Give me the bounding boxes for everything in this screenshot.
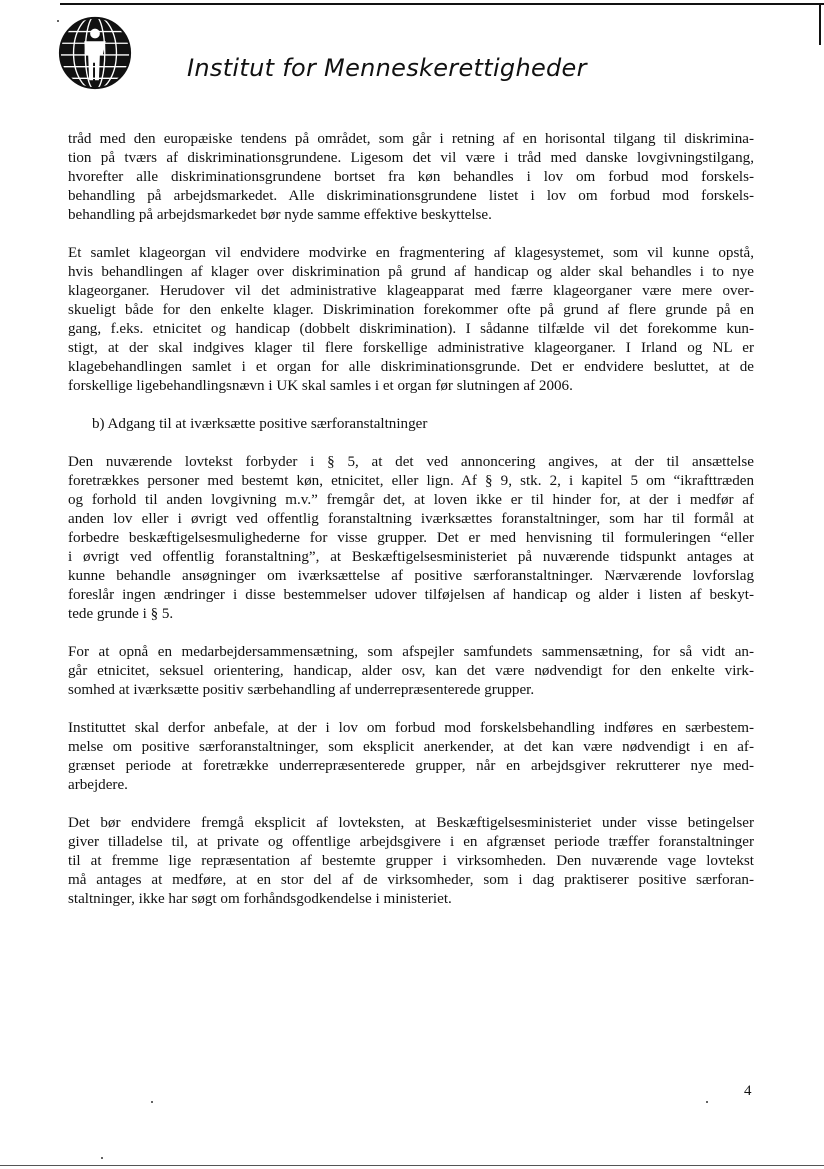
text-line: tede grunde i § 5.	[68, 606, 174, 622]
text-line: behandling på arbejdsmarkedet. Alle diskriminationsgrundene listet i lov om forbud mod forskels-	[68, 188, 754, 204]
text-line: skueligt både for den enkelte klager. Diskrimination forekommer ofte på grund af flere grunde på en	[68, 302, 754, 318]
text-line: i øvrigt ved offentlig foranstaltning”, at Beskæftigelsesministeriet på nuværende tidspunkt antages at	[68, 549, 754, 565]
scan-speck	[101, 1157, 103, 1159]
text-line: går etnicitet, seksuel orientering, handicap, alder osv, kan det være nødvendigt for den enkelte virk-	[68, 663, 754, 679]
page-bottom-border	[0, 1165, 824, 1166]
page-right-border	[819, 3, 821, 45]
paragraph-single-complaints-body	[68, 244, 754, 396]
paragraph-institute-recommendation	[68, 719, 754, 795]
paragraph-current-law-text	[68, 453, 754, 624]
text-line: og forhold til anden lovgivning m.v.” fremgår det, at loven ikke er til hinder for, at der i medfør af	[68, 492, 754, 508]
text-line: Den nuværende lovtekst forbyder i § 5, at det ved annoncering angives, at der til ansættelse	[68, 454, 754, 470]
text-line: klagebehandlingen samlet i et organ for alle diskriminationsgrunde. Det er endvidere besluttet, at de	[68, 359, 754, 375]
text-line: tion på tværs af diskriminationsgrundene. Ligesom det vil være i tråd med danske lovgivningstilgang,	[68, 150, 754, 166]
scan-speck	[706, 1101, 708, 1103]
text-line: foretrækkes personer med bestemt køn, etnicitet, eller lign. Af § 9, stk. 2, i kapitel 5 om “ikrafttræden	[68, 473, 754, 489]
section-heading-b: b) Adgang til at iværksætte positive særforanstaltninger	[92, 416, 428, 432]
text-line: klageorganer. Herudover vil det administrative klageapparat med færre klageorganer være mere over-	[68, 283, 754, 299]
text-line: behandling på arbejdsmarkedet bør nyde samme effektive beskyttelse.	[68, 207, 492, 223]
text-line: Instituttet skal derfor anbefale, at der i lov om forbud mod forskelsbehandling indføres en særbestem-	[68, 720, 754, 736]
text-line: må antages at medføre, at en stor del af de virksomheder, som i dag praktiserer positive særforan-	[68, 872, 754, 888]
text-line: forskellige ligebehandlingsnævn i UK skal samles i et organ før slutningen af 2006.	[68, 378, 573, 394]
scan-speck	[151, 1101, 153, 1103]
text-line: grænset periode at foretrække underrepræsenterede grupper, når en arbejdsgiver rekrutterer nye med-	[68, 758, 754, 774]
text-line: anden lov eller i øvrigt ved offentlig foranstaltning iværksættes foranstaltninger, som har til formål at	[68, 511, 754, 527]
text-line: arbejdere.	[68, 777, 128, 793]
institute-logo	[56, 14, 134, 92]
paragraph-explicit-permission	[68, 814, 754, 909]
text-line: giver tilladelse til, at private og offentlige arbejdsgivere i en afgrænset periode træffer foranstaltninger	[68, 834, 754, 850]
document-body	[68, 130, 754, 928]
scan-speck	[57, 20, 59, 22]
text-line: til at fremme lige repræsentation af bestemte grupper i virksomheden. Den nuværende vage lovtekst	[68, 853, 754, 869]
text-line: For at opnå en medarbejdersammensætning, som afspejler samfundets sammensætning, for så vidt an-	[68, 644, 754, 660]
page-top-border	[60, 3, 824, 5]
text-line: melse om positive særforanstaltninger, som eksplicit anerkender, at det kan være nødvendigt i en af-	[68, 739, 754, 755]
text-line: hvis behandlingen af klager over diskrimination på grund af handicap og alder skal behandles i to nye	[68, 264, 754, 280]
text-line: foreslår ingen ændringer i disse bestemmelser udover tilføjelsen af handicap og alder i listen af beskyt-	[68, 587, 754, 603]
text-line: gang, f.eks. etnicitet og handicap (dobbelt diskrimination). I sådanne tilfælde vil det forekomme kun-	[68, 321, 754, 337]
text-line: tråd med den europæiske tendens på området, som går i retning af en horisontal tilgang til diskrimina-	[68, 131, 754, 147]
text-line: hvorefter alle diskriminationsgrundene bortset fra køn behandles i lov om forbud mod forskels-	[68, 169, 754, 185]
text-line: forbedre beskæftigelsesmulighederne for visse grupper. Det er med henvisning til formuleringen “eller	[68, 530, 754, 546]
text-line: stigt, at der skal indgives klager til flere forskellige administrative klageorganer. I Irland og NL er	[68, 340, 754, 356]
text-line: staltninger, ikke har søgt om forhåndsgodkendelse i ministeriet.	[68, 891, 452, 907]
text-line: kunne behandle ansøgninger om iværksættelse af positive særforanstaltninger. Nærværende lovforslag	[68, 568, 754, 584]
paragraph-horizontal-approach	[68, 130, 754, 225]
paragraph-workforce-composition	[68, 643, 754, 700]
institute-name: Institut for Menneskerettigheder	[187, 54, 587, 82]
text-line: Det bør endvidere fremgå eksplicit af lovteksten, at Beskæftigelsesministeriet under visse betingelser	[68, 815, 754, 831]
page-number: 4	[744, 1083, 752, 1099]
text-line: Et samlet klageorgan vil endvidere modvirke en fragmentering af klagesystemet, som vil kunne opstå,	[68, 245, 754, 261]
text-line: somhed at iværksætte positiv særbehandling af underrepræsenterede grupper.	[68, 682, 535, 698]
